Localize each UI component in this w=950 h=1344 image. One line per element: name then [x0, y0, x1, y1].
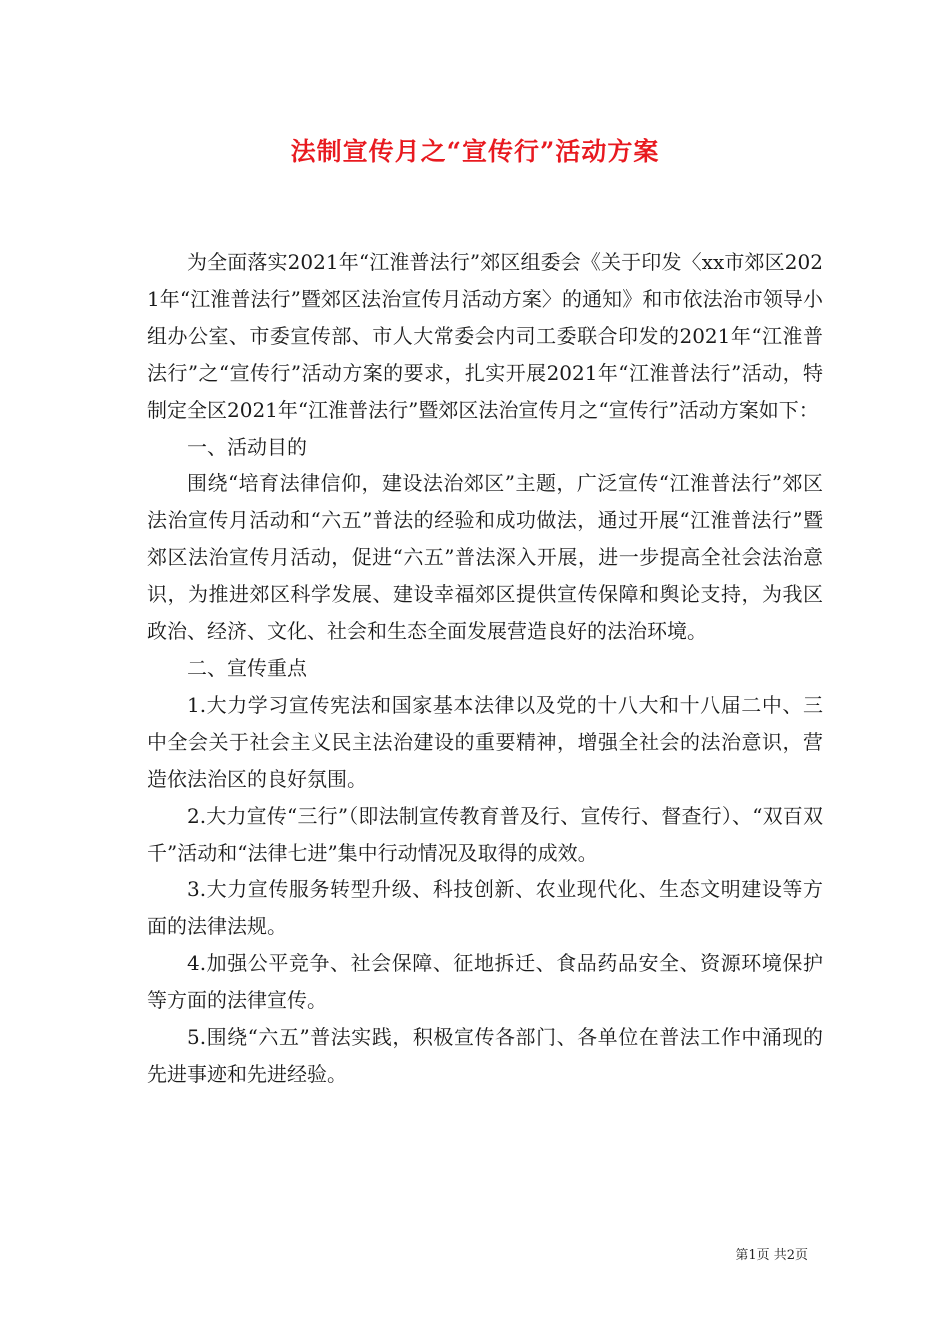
list-item-5: 5.围绕“六五”普法实践，积极宣传各部门、各单位在普法工作中涌现的先进事迹和先进经验。 [147, 1025, 823, 1086]
list-item-3: 3.大力宣传服务转型升级、科技创新、农业现代化、生态文明建设等方面的法律法规。 [147, 877, 823, 939]
section-heading-1: 一、活动目的 [187, 434, 307, 459]
list-item-4: 4.加强公平竞争、社会保障、征地拆迁、食品药品安全、资源环境保护等方面的法律宣传。 [147, 951, 823, 1013]
document-body [147, 244, 823, 1093]
paragraph-intro: 为全面落实2021年“江淮普法行”郊区组委会《关于印发〈xx市郊区2021年“江淮普法行”暨郊区法治宣传月活动方案〉的通知》和市依法治市领导小组办公室、市委宣传部、市人大常委会内司工委联合印发的2021年“江淮普法行”之“宣传行”活动方案的要求，扎实开展2021年“江淮普法行”活动，特制定全区2021年“江淮普法行”暨郊区法治宣传月之“宣传行”活动方案如下： [147, 250, 823, 422]
paragraph-purpose: 围绕“培育法律信仰，建设法治郊区”主题，广泛宣传“江淮普法行”郊区法治宣传月活动和“六五”普法的经验和成功做法，通过开展“江淮普法行”暨郊区法治宣传月活动，促进“六五”普法深入开展，进一步提高全社会法治意识，为推进郊区科学发展、建设幸福郊区提供宣传保障和舆论支持，为我区政治、经济、文化、社会和生态全面发展营造良好的法治环境。 [147, 471, 823, 644]
document-title: 法制宣传月之“宣传行”活动方案 [290, 137, 660, 166]
list-item-1: 1.大力学习宣传宪法和国家基本法律以及党的十八大和十八届二中、三中全会关于社会主义民主法治建设的重要精神，增强全社会的法治意识，营造依法治区的良好氛围。 [147, 692, 823, 791]
list-item-2: 2.大力宣传“三行”（即法制宣传教育普及行、宣传行、督查行）、“双百双千”活动和“法律七进”集中行动情况及取得的成效。 [147, 803, 823, 865]
page-number: 第1页 共2页 [735, 1248, 808, 1263]
section-heading-2: 二、宣传重点 [187, 655, 307, 680]
